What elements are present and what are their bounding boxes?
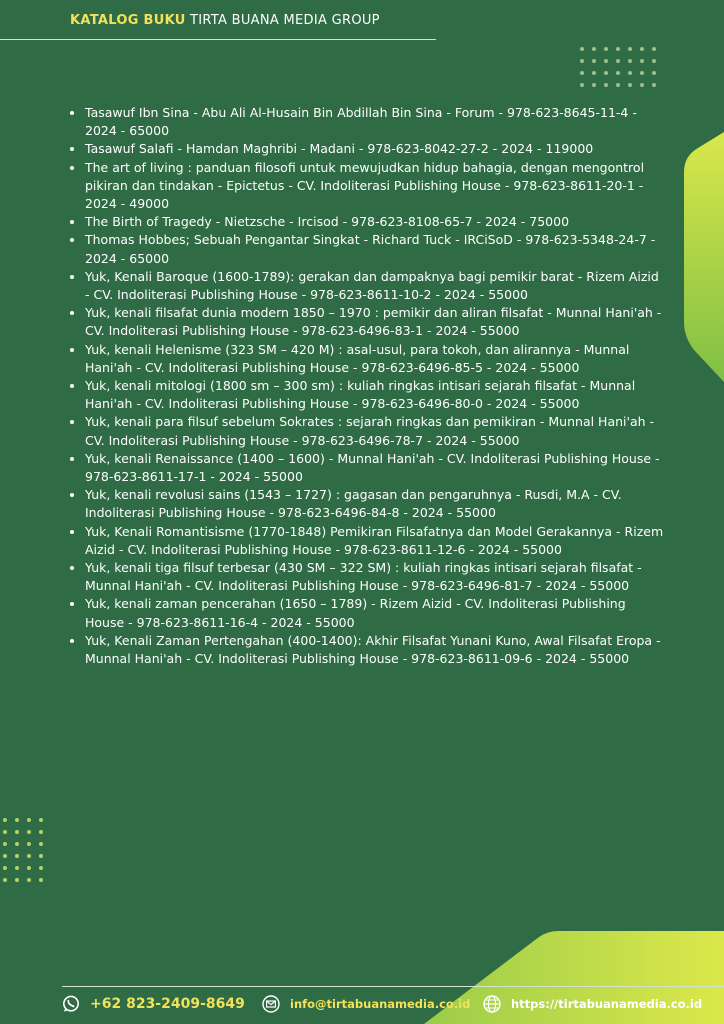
decorative-dot	[580, 83, 584, 87]
decorative-dot	[27, 866, 31, 870]
book-list-item: • Thomas Hobbes; Sebuah Pengantar Singkat - Richard Tuck - IRCiSoD - 978-623-5348-24-7 - 2024 - 65000	[85, 231, 665, 267]
decorative-dot	[27, 878, 31, 882]
decorative-lime-shape-right	[684, 132, 724, 382]
decorative-dot	[628, 71, 632, 75]
book-list-item: • Yuk, kenali mitologi (1800 sm – 300 sm) : kuliah ringkas intisari sejarah filsafat - Munnal Hani'ah - CV. Indoliterasi Publishing House - 978-623-6496-80-0 - 2024 - 55000	[85, 377, 665, 413]
decorative-dot	[27, 830, 31, 834]
footer-contact-bar	[0, 990, 724, 1018]
decorative-dot	[3, 842, 7, 846]
decorative-dot	[628, 83, 632, 87]
decorative-dot	[39, 866, 43, 870]
decorative-dot	[27, 818, 31, 822]
decorative-dot	[640, 59, 644, 63]
decorative-dot	[604, 47, 608, 51]
book-list	[70, 104, 665, 668]
book-list-item: • Yuk, Kenali Romantisisme (1770-1848) Pemikiran Filsafatnya dan Model Gerakannya - Rizem Aizid - CV. Indoliterasi Publishing House - 978-623-8611-12-6 - 2024 - 55000	[85, 523, 665, 559]
book-list-item: • Tasawuf Ibn Sina - Abu Ali Al-Husain Bin Abdillah Bin Sina - Forum - 978-623-8645-11-4 - 2024 - 65000	[85, 104, 665, 140]
footer-phone-text: +62 823-2409-8649	[90, 996, 245, 1012]
decorative-dot	[580, 59, 584, 63]
decorative-dot	[604, 83, 608, 87]
book-list-item: • The Birth of Tragedy - Nietzsche - Ircisod - 978-623-8108-65-7 - 2024 - 75000	[85, 213, 665, 231]
footer-website[interactable]	[483, 990, 702, 1018]
decorative-dot	[15, 818, 19, 822]
book-list-item: • The art of living : panduan filosofi untuk mewujudkan hidup bahagia, dengan mengontrol pikiran dan tindakan - Epictetus - CV. Indoliterasi Publishing House - 978-623-8611-20-1 - 2024 - 49000	[85, 159, 665, 214]
decorative-dot	[616, 47, 620, 51]
decorative-dot	[3, 830, 7, 834]
decorative-dot	[652, 47, 656, 51]
decorative-dot	[15, 866, 19, 870]
decorative-dot	[628, 59, 632, 63]
whatsapp-icon	[62, 995, 80, 1013]
decorative-dot	[652, 83, 656, 87]
decorative-dot-grid-bottom	[3, 818, 43, 882]
book-list-item: • Yuk, kenali zaman pencerahan (1650 – 1789) - Rizem Aizid - CV. Indoliterasi Publishing House - 978-623-8611-16-4 - 2024 - 55000	[85, 595, 665, 631]
decorative-dot	[592, 59, 596, 63]
decorative-dot	[592, 47, 596, 51]
book-list-item: • Yuk, Kenali Zaman Pertengahan (400-1400): Akhir Filsafat Yunani Kuno, Awal Filsafat Eropa - Munnal Hani'ah - CV. Indoliterasi Publishing House - 978-623-8611-09-6 - 2024 - 55000	[85, 632, 665, 668]
decorative-dot	[580, 47, 584, 51]
footer-website-text: https://tirtabuanamedia.co.id	[511, 997, 703, 1011]
decorative-dot	[39, 842, 43, 846]
decorative-dot	[27, 842, 31, 846]
book-list-item: • Yuk, kenali revolusi sains (1543 – 1727) : gagasan dan pengaruhnya - Rusdi, M.A - CV. Indoliterasi Publishing House - 978-623-6496-84-8 - 2024 - 55000	[85, 486, 665, 522]
decorative-dot	[15, 878, 19, 882]
book-list-item: • Yuk, kenali filsafat dunia modern 1850 – 1970 : pemikir dan aliran filsafat - Munnal Hani'ah - CV. Indoliterasi Publishing House - 978-623-6496-83-1 - 2024 - 55000	[85, 304, 665, 340]
catalog-header	[70, 13, 380, 28]
decorative-dot	[592, 71, 596, 75]
decorative-dot	[3, 854, 7, 858]
book-list-item: • Yuk, kenali tiga filsuf terbesar (430 SM – 322 SM) : kuliah ringkas intisari sejarah filsafat - Munnal Hani'ah - CV. Indoliterasi Publishing House - 978-623-6496-81-7 - 2024 - 55000	[85, 559, 665, 595]
decorative-dot	[616, 83, 620, 87]
footer-email[interactable]	[262, 990, 470, 1018]
decorative-dot	[3, 818, 7, 822]
decorative-dot	[3, 866, 7, 870]
header-divider	[0, 39, 436, 40]
decorative-dot	[39, 878, 43, 882]
decorative-dot	[39, 818, 43, 822]
book-list-item: • Yuk, kenali para filsuf sebelum Sokrates : sejarah ringkas dan pemikiran - Munnal Hani'ah - CV. Indoliterasi Publishing House - 978-623-6496-78-7 - 2024 - 55000	[85, 413, 665, 449]
footer-email-text: info@tirtabuanamedia.co.id	[290, 997, 471, 1011]
mail-icon	[262, 995, 280, 1013]
decorative-dot	[640, 71, 644, 75]
decorative-dot	[592, 83, 596, 87]
header-accent: KATALOG BUKU	[70, 13, 186, 28]
decorative-dot	[652, 59, 656, 63]
decorative-dot	[640, 47, 644, 51]
footer-phone[interactable]	[62, 990, 245, 1018]
decorative-dot	[15, 830, 19, 834]
decorative-dot	[628, 47, 632, 51]
book-list-item: • Yuk, kenali Helenisme (323 SM – 420 M) : asal-usul, para tokoh, dan alirannya - Munnal Hani'ah - CV. Indoliterasi Publishing House - 978-623-6496-85-5 - 2024 - 55000	[85, 341, 665, 377]
decorative-dot	[39, 854, 43, 858]
globe-icon	[483, 995, 501, 1013]
book-list-item: • Yuk, Kenali Baroque (1600-1789): gerakan dan dampaknya bagi pemikir barat - Rizem Aizid - CV. Indoliterasi Publishing House - 978-623-8611-10-2 - 2024 - 55000	[85, 268, 665, 304]
decorative-dot	[616, 71, 620, 75]
decorative-dot-grid-top	[580, 47, 656, 87]
decorative-dot	[640, 83, 644, 87]
decorative-dot	[3, 878, 7, 882]
decorative-dot	[616, 59, 620, 63]
decorative-dot	[15, 842, 19, 846]
decorative-dot	[15, 854, 19, 858]
book-list-item: • Tasawuf Salafi - Hamdan Maghribi - Madani - 978-623-8042-27-2 - 2024 - 119000	[85, 140, 665, 158]
decorative-dot	[652, 71, 656, 75]
book-list-item: • Yuk, kenali Renaissance (1400 – 1600) - Munnal Hani'ah - CV. Indoliterasi Publishing House - 978-623-8611-17-1 - 2024 - 55000	[85, 450, 665, 486]
decorative-dot	[580, 71, 584, 75]
decorative-dot	[27, 854, 31, 858]
decorative-dot	[39, 830, 43, 834]
decorative-dot	[604, 71, 608, 75]
header-publisher: TIRTA BUANA MEDIA GROUP	[190, 13, 380, 28]
footer-divider	[62, 986, 724, 987]
decorative-dot	[604, 59, 608, 63]
